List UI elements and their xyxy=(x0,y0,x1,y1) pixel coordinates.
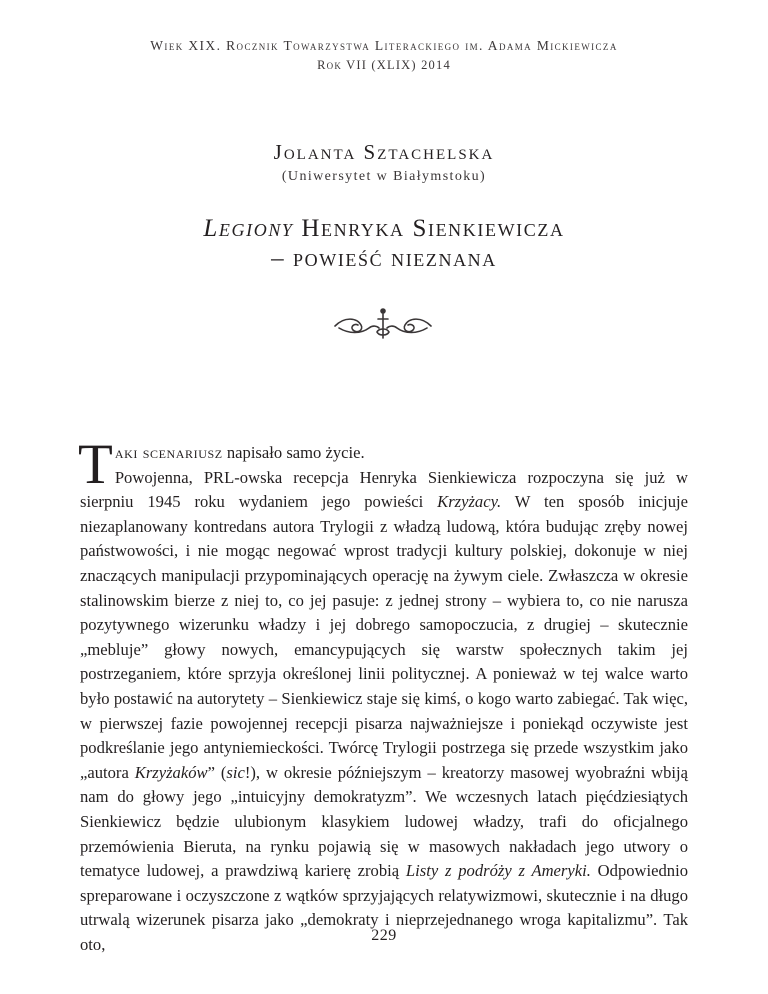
text-run: !), w okresie późniejszym – kreatorzy masowej wyobraźni wbiją nam do głowy jego „intuicyjny demokratyzm”. We wczesnych latach pięćdziesiątych Sienkiewicz będzie ulubionym klasykiem ludowej władzy, trafi do oficjalnego przemówienia Bieruta, na rynku pojawią się w masowych nakładach jego utwory o tematyce ludowej, a prawdziwą karierę zrobią xyxy=(80,762,688,881)
text-run: ” ( xyxy=(207,762,227,782)
fleuron-ornament-icon xyxy=(331,306,435,346)
italic-sic: sic xyxy=(226,762,245,782)
lead-small-caps: aki scenariusz xyxy=(114,443,223,462)
article-subtitle: – powieść nieznana xyxy=(271,245,497,272)
paragraph-1-text: napisało samo życie. xyxy=(222,443,365,462)
drop-cap: T xyxy=(78,433,113,496)
article-author: Jolanta Sztachelska xyxy=(273,140,495,164)
text-run: -owska recepcja Henryka Sienkiewicza rozpoczyna się już w sierpniu 1945 roku wydaniem jego powieści xyxy=(80,467,688,512)
journal-year: Rok VII (XLIX) 2014 xyxy=(317,58,451,72)
author-affiliation: (Uniwersytet w Białymstoku) xyxy=(281,169,487,184)
article-title xyxy=(0,214,768,274)
page-number: 229 xyxy=(371,927,397,944)
paragraph-2 xyxy=(80,466,688,958)
italic-title-listy: Listy z podróży z Ameryki. xyxy=(405,861,591,881)
prl-abbrev: PRL xyxy=(203,467,235,487)
text-run: W ten sposób inicjuje niezaplanowany kontredans autora Trylogii z władzą ludową, która budując zręby nowej państwowości, i nie mogąc negować wprost tradycji kultury polskiej, dokonuje w niej znaczących manipulacji przypominających operację na żywym ciele. Zwłaszcza w okresie stalinowskim bierze z niej to, co jej pasuje: z jednej strony – wybiera to, co nie narusza pozytywnego wizerunku władzy i jej dobrego samopoczucia, z drugiej – skutecznie „mebluje” głowy nowych, emancypujących się warstw społecznych takim jej postrzeganiem, które sprzyja określonej linii politycznej. A ponieważ w tej walce warto było postawić na autorytety – Sienkiewicz staje się kimś, o kogo warto zabiegać. Tak więc, w pierwszej fazie powojennej recepcji pisarza najważniejsze i poniekąd oczywiste jest podkreślanie jego antyniemieckości. Twórcę Trylogii postrzega się przede wszystkim jako „autora xyxy=(80,492,688,782)
text-run: Powojenna, xyxy=(114,467,204,487)
italic-title-krzyzacy: Krzyżacy. xyxy=(437,492,502,512)
text-run: Odpowiednio spreparowane i oczyszczone z wątków sprzyjających relatywizmowi, skutecznie i na długo utrwalą wizerunek pisarza jako „demokraty i nieprzejednanego wroga kapitalizmu”. Tak oto, xyxy=(80,861,688,954)
article-body xyxy=(78,433,688,957)
italic-title-krzyzakow: Krzyżaków xyxy=(134,762,208,782)
journal-title: Wiek XIX. Rocznik Towarzystwa Literackiego im. Adama Mickiewicza xyxy=(150,38,618,53)
title-rest: Henryka Sienkiewicza xyxy=(293,215,565,242)
title-line-1 xyxy=(0,214,768,244)
title-italic: Legiony xyxy=(203,215,294,242)
